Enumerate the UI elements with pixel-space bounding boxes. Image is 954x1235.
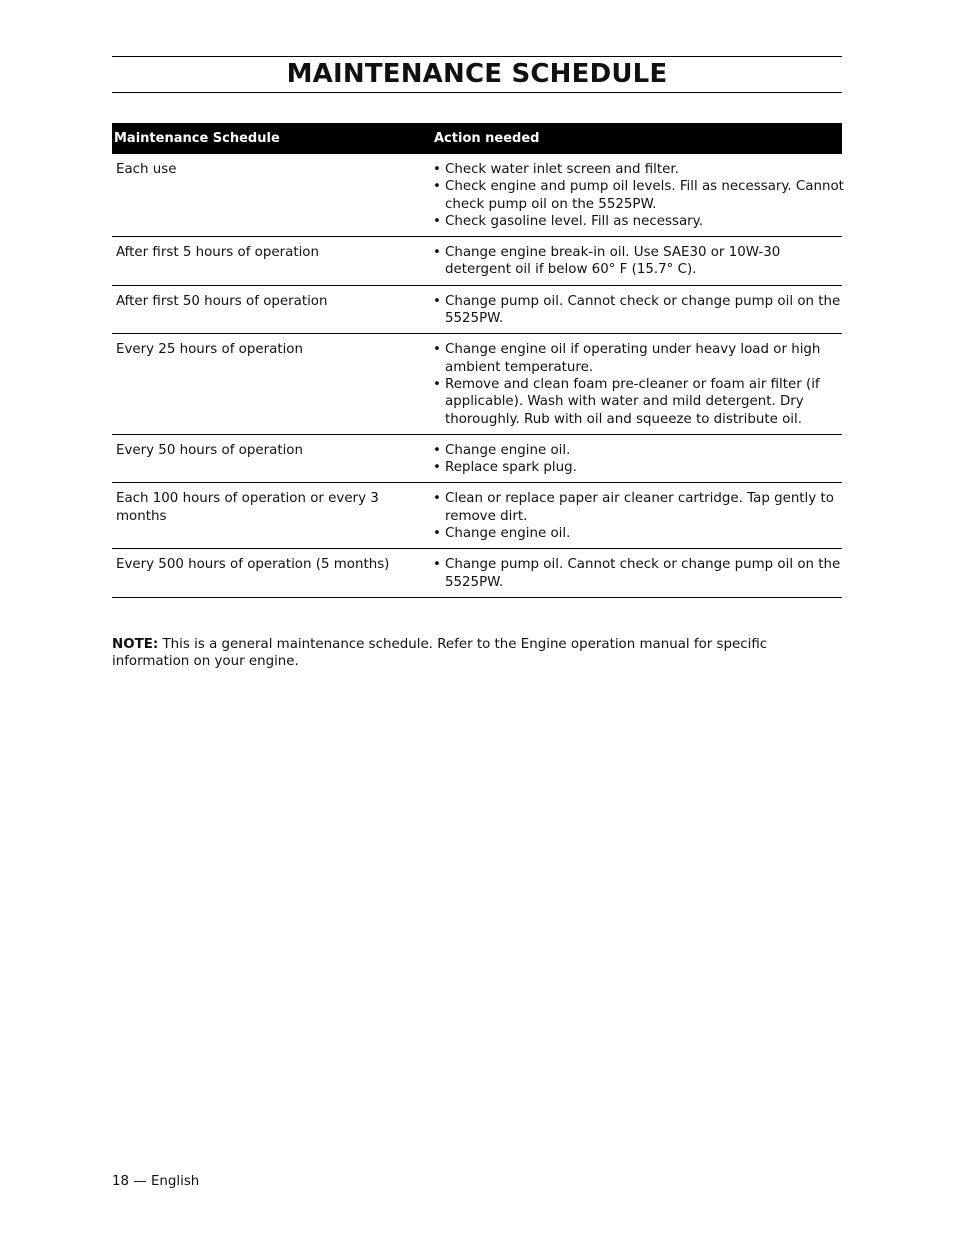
interval-cell: After first 50 hours of operation [112,285,432,334]
note-label: NOTE: [112,637,159,652]
note-paragraph [112,636,847,671]
interval-cell: After first 5 hours of operation [112,237,432,286]
action-item: • Change engine oil. [433,525,848,542]
header-interval: Maintenance Schedule [114,131,280,146]
interval-cell: Each use [112,154,432,237]
action-list [432,341,848,427]
header-action: Action needed [434,131,540,146]
action-cell [432,334,842,434]
action-item: • Change pump oil. Cannot check or change pump oil on the 5525PW. [433,556,848,591]
action-item: • Change engine oil if operating under heavy load or high ambient temperature. [433,341,848,376]
action-list [432,161,848,230]
action-item: • Remove and clean foam pre-cleaner or foam air filter (if applicable). Wash with water and mild detergent. Dry thoroughly. Rub with oil and squeeze to distribute oil. [433,376,848,428]
action-list [432,490,848,542]
interval-cell: Every 25 hours of operation [112,334,432,434]
action-item: • Replace spark plug. [433,459,848,476]
table-row [112,334,842,434]
table-row [112,154,842,237]
action-cell [432,434,842,483]
table-row [112,285,842,334]
table-header-row [112,123,842,154]
action-item: • Change engine break-in oil. Use SAE30 or 10W-30 detergent oil if below 60° F (15.7° C). [433,244,848,279]
maintenance-table-container [112,123,842,598]
table-row [112,483,842,549]
action-cell [432,237,842,286]
table-row [112,434,842,483]
interval-cell: Each 100 hours of operation or every 3 months [112,483,432,549]
action-item: • Change pump oil. Cannot check or change pump oil on the 5525PW. [433,293,848,328]
interval-cell: Every 50 hours of operation [112,434,432,483]
action-item: • Check gasoline level. Fill as necessary. [433,213,848,230]
page-footer: 18 — English [112,1174,200,1189]
action-cell [432,154,842,237]
page-title: MAINTENANCE SCHEDULE [286,59,668,89]
note-text: This is a general maintenance schedule. Refer to the Engine operation manual for specific information on your engine. [112,637,768,670]
action-list [432,556,848,591]
table-header [112,123,842,154]
action-list [432,293,848,328]
table-body [112,154,842,597]
action-item: • Clean or replace paper air cleaner cartridge. Tap gently to remove dirt. [433,490,848,525]
page-title-banner [112,56,842,93]
interval-cell: Every 500 hours of operation (5 months) [112,549,432,598]
action-list [432,442,848,477]
action-cell [432,549,842,598]
action-item: • Change engine oil. [433,442,848,459]
action-list [432,244,848,279]
table-row [112,237,842,286]
action-cell [432,483,842,549]
action-cell [432,285,842,334]
action-item: • Check water inlet screen and filter. [433,161,848,178]
action-item: • Check engine and pump oil levels. Fill as necessary. Cannot check pump oil on the 5525PW. [433,178,848,213]
table-row [112,549,842,598]
maintenance-table [112,123,842,598]
